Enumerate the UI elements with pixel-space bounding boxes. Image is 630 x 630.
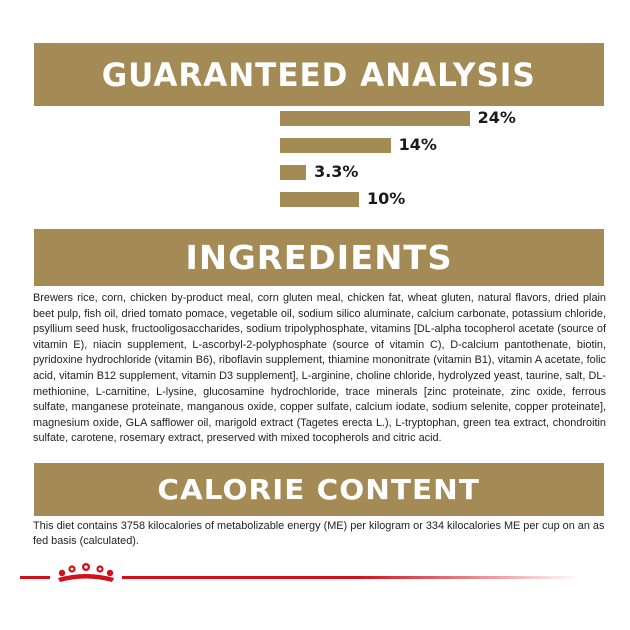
ingredients-list: Brewers rice, corn, chicken by-product meal, corn gluten meal, chicken fat, wheat gluten, natural flavors, dried plain beet pulp, fish oil, dried tomato pomace, vegetable oil, sodium silico aluminate, calcium carbonate, potassium chloride, psyllium seed husk, fructooligosaccharides, sodium tripolyphosphate, vitamins [DL-alpha tocopherol acetate (source of vitamin E), niacin supplement, L-ascorbyl-2-polyphosphate (source of vitamin C), D-calcium pantothenate, biotin, pyridoxine hydrochloride (vitamin B6), riboflavin supplement, thiamine mononitrate (vitamin B1), vitamin A acetate, folic acid, vitamin B12 supplement, vitamin D3 supplement], L-arginine, choline chloride, hydrolyzed yeast, taurine, salt, DL-methionine, L-carnitine, L-lysine, glucosamine hydrochloride, trace minerals [zinc proteinate, zinc oxide, ferrous sulfate, manganese proteinate, manganous oxide, copper sulfate, calcium iodate, sodium selenite, copper proteinate], magnesium oxide, GLA safflower oil, marigold extract (Tagetes erecta L.), L-tryptophan, green tea extract, chondroitin sulfate, carotene, rosemary extract, preserved with mixed tocopherols and citric acid. bbox=[33, 292, 606, 445]
nutrient-value: 24% bbox=[477, 108, 516, 127]
nutrient-bar bbox=[280, 138, 391, 153]
nutrient-bar bbox=[280, 111, 470, 126]
nutrient-bar bbox=[280, 165, 306, 180]
calorie-content-title: CALORIE CONTENT bbox=[157, 473, 481, 506]
nutrient-value: 3.3% bbox=[314, 162, 359, 181]
royal-canin-crown-icon bbox=[50, 560, 122, 586]
calorie-content-banner bbox=[34, 463, 604, 516]
nutrient-value: 14% bbox=[398, 135, 437, 154]
nutrient-value: 10% bbox=[367, 189, 406, 208]
ingredients-banner bbox=[34, 229, 604, 286]
calorie-content-text: This diet contains 3758 kilocalories of metabolizable energy (ME) per kilogram or 334 kilocalories ME per cup on an as fed basis (calculated). bbox=[33, 520, 605, 548]
guaranteed-analysis-banner bbox=[34, 43, 604, 106]
nutrient-bar bbox=[280, 192, 359, 207]
guaranteed-analysis-title: GUARANTEED ANALYSIS bbox=[102, 55, 536, 94]
ingredients-title: INGREDIENTS bbox=[185, 238, 453, 277]
